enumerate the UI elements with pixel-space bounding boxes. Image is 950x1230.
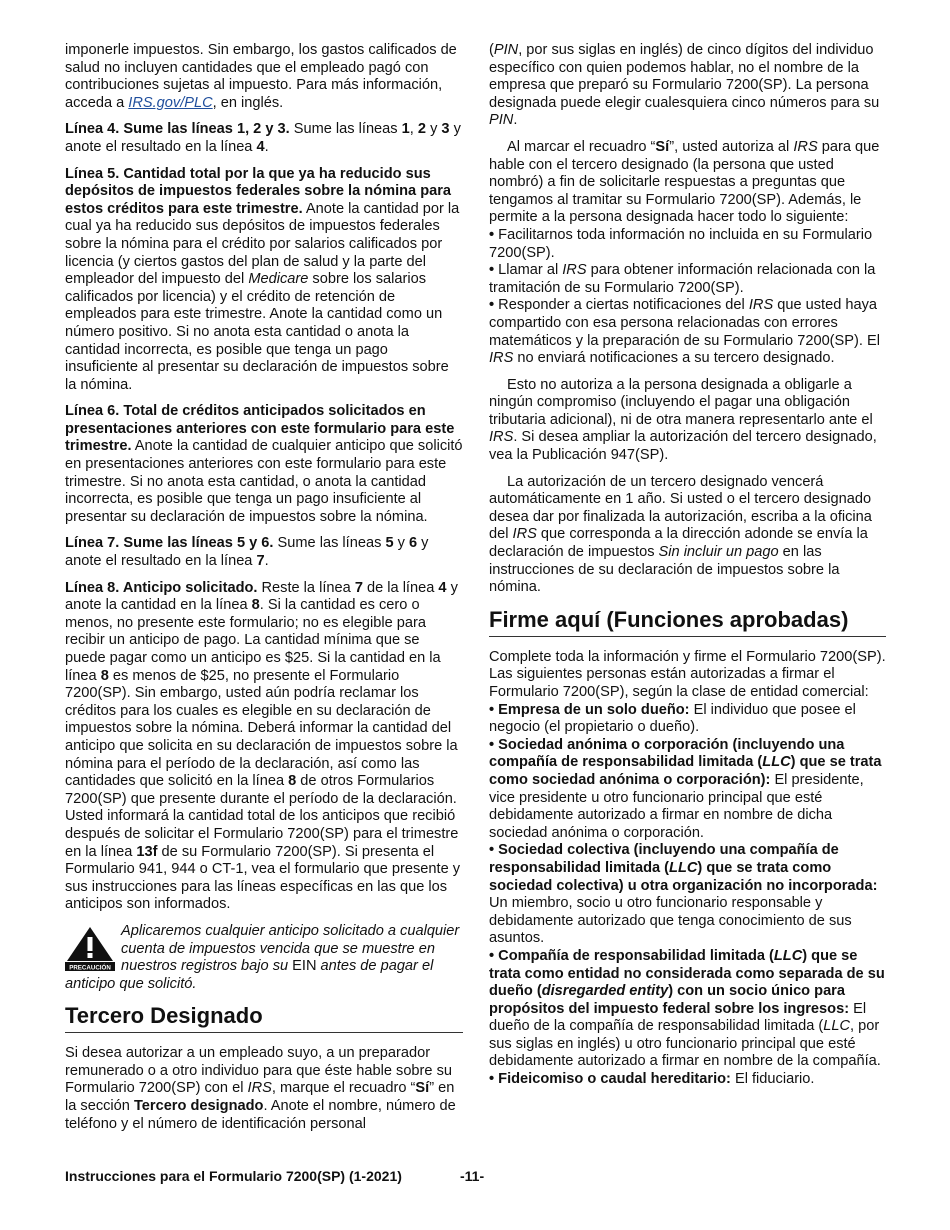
list-item: • Compañía de responsabilidad limitada (LLC) que se trata como entidad no considerada como separada de su dueño (disregarded entity) con un socio único para propósitos del impuesto federal sobre los ingresos: El dueño de la compañía de responsabilidad limitada (LLC, por sus siglas en inglés) u otro funcionario principal que esté debidamente autorizado a firmar en nombre de la compañía.	[489, 947, 885, 1070]
list-item: • Facilitarnos toda información no incluida en su Formulario 7200(SP).	[489, 226, 873, 261]
right-column	[489, 42, 886, 1089]
paragraph: Esto no autoriza a la persona designada a obligarle a ningún compromiso (incluyendo el pagar una obligación tributaria adicional), ni de otra manera representarlo ante el IRS. Si desea ampliar la autorización del tercero designado, vea la Publicación 947(SP).	[489, 376, 877, 464]
caution-label: PRECAUCIÓN	[69, 964, 111, 971]
line-7-instruction: Línea 7. Sume las líneas 5 y 6. Sume las líneas 5 y 6 y anote el resultado en la línea 7.	[65, 535, 429, 570]
paragraph: La autorización de un tercero designado vencerá automáticamente en 1 año. Si usted o el tercero designado desea dar por finalizada la autorización, escriba a la oficina del IRS que corresponda a la dirección adonde se envía la declaración de impuestos Sin incluir un pago en las instrucciones de su declaración de impuestos sobre la nómina.	[489, 473, 872, 596]
section-heading-firme-aqui: Firme aquí (Funciones aprobadas)	[489, 607, 886, 637]
caution-icon	[65, 925, 115, 971]
caution-note: PRECAUCIÓN Aplicaremos cualquier anticipo solicitado a cualquier cuenta de impuestos vencida que se muestre en nuestros registros bajo su EIN antes de pagar el anticipo que solicitó.	[65, 922, 460, 992]
irs-plc-link[interactable]: IRS.gov/PLC	[128, 94, 213, 111]
footer-title: Instrucciones para el Formulario 7200(SP) (1-2021)	[65, 1168, 402, 1184]
page-number: -11-	[460, 1168, 485, 1184]
list-item: • Fideicomiso o caudal hereditario: El fiduciario.	[489, 1071, 815, 1088]
paragraph: (PIN, por sus siglas en inglés) de cinco dígitos del individuo específico con quien podemos hablar, no el nombre de la empresa que preparó su Formulario 7200(SP). La persona designada puede elegir cualesquiera cinco números para su PIN.	[489, 42, 880, 129]
list-item: • Sociedad anónima o corporación (incluyendo una compañía de responsabilidad limitada (LLC) que se trata como sociedad anónima o corporación): El presidente, vice presidente u otro funcionario principal que esté debidamente autorizado a firmar en nombre de dicha sociedad anónima o corporación.	[489, 736, 882, 841]
list-item: • Llamar al IRS para obtener información relacionada con la tramitación de su Formulario 7200(SP).	[489, 262, 876, 296]
paragraph: Al marcar el recuadro “Sí”, usted autoriza al IRS para que hable con el tercero designado (la persona que usted nombró) a fin de solicitarle respuestas a preguntas que tengamos al tramitar su Formulario 7200(SP). Además, le permite a la persona designada hacer todo lo siguiente:	[489, 138, 880, 226]
list-item: • Responder a ciertas notificaciones del IRS que usted haya compartido con esa persona relacionadas con errores matemáticos y la preparación de su Formulario 7200(SP). El IRS no enviará notificaciones a su tercero designado.	[489, 297, 880, 367]
paragraph: imponerle impuestos. Sin embargo, los gastos calificados de salud no incluyen cantidades que el empleado pagó con contribuciones sujetas al impuesto. Para más información, acceda a IRS.gov/PLC, en inglés.	[65, 42, 457, 111]
line-8-instruction: Línea 8. Anticipo solicitado. Reste la línea 7 de la línea 4 y anote la cantidad en la línea 8. Si la cantidad es cero o menos, no presente este formulario; no es elegible para recibir un anticipo de pago. La cantidad mínima que se puede pagar como un anticipo es $25. Si la cantidad en la línea 8 es menos de $25, no presente el Formulario 7200(SP). Sin embargo, usted aún podría reclamar los créditos para los cuales es elegible en su declaración de impuestos sobre la nómina. Deberá informar la cantidad del anticipo que solicita en su declaración de impuestos sobre la nómina para el período de la declaración, así como las cantidades que solicitó en la línea 8 de otros Formularios 7200(SP) que presente durante el período de la declaración. Usted informará la cantidad total de los anticipos que recibió después de solicitar el Formulario 7200(SP) para el trimestre en la línea 13f de su Formulario 7200(SP). Si presenta el Formulario 941, 944 o CT-1, vea el formulario que presente y sus instrucciones para las líneas específicas en las que los anticipos son informados.	[65, 579, 461, 913]
third-party-paragraph: Si desea autorizar a un empleado suyo, a un preparador remunerado o a otro individuo para que éste hable sobre su Formulario 7200(SP) con el IRS, marque el recuadro “Sí” en la sección Tercero designado. Anote el nombre, número de teléfono y el número de identificación personal	[65, 1045, 456, 1132]
paragraph: Complete toda la información y firme el Formulario 7200(SP). Las siguientes personas están autorizadas a firmar el Formulario 7200(SP), según la clase de entidad comercial:	[489, 648, 886, 700]
section-heading-tercero-designado: Tercero Designado	[65, 1003, 463, 1033]
line-6-instruction: Línea 6. Total de créditos anticipados solicitados en presentaciones anteriores con este formulario para este trimestre. Anote la cantidad de cualquier anticipo que solicitó en presentaciones anteriores con este formulario para este trimestre. Si no anota esta cantidad, o anota la cantidad incorrecta, es posible que tenga un pago insuficiente al presentar su declaración de impuestos sobre la nómina.	[65, 403, 463, 525]
list-item: • Empresa de un solo dueño: El individuo que posee el negocio (el propietario o dueño).	[489, 701, 856, 736]
line-4-instruction: Línea 4. Sume las líneas 1, 2 y 3. Sume las líneas 1, 2 y 3 y anote el resultado en la línea 4.	[65, 121, 461, 155]
list-item: • Sociedad colectiva (incluyendo una compañía de responsabilidad limitada (LLC) que se trata como sociedad colectiva) u otra organización no incorporada: Un miembro, socio u otro funcionario responsable y debidamente autorizado que tenga conocimiento de sus asuntos.	[489, 842, 878, 947]
left-column	[65, 42, 463, 1142]
line-5-instruction: Línea 5. Cantidad total por la que ya ha reducido sus depósitos de impuestos federales sobre la nómina para estos créditos para este trimestre. Anote la cantidad por la cual ya ha reducido sus depósitos de impuestos federales sobre la nómina para el crédito por salarios calificados por licencia (y ciertos gastos del plan de salud y la parte del empleador del impuesto del Medicare sobre los salarios calificados por licencia) y el crédito de retención de empleados para este trimestre. Anote la cantidad como un número positivo. Si no anota esta cantidad o anota la cantidad incorrecta, es posible que tenga un pago insuficiente al presentar su declaración de impuestos sobre la nómina.	[65, 165, 460, 393]
